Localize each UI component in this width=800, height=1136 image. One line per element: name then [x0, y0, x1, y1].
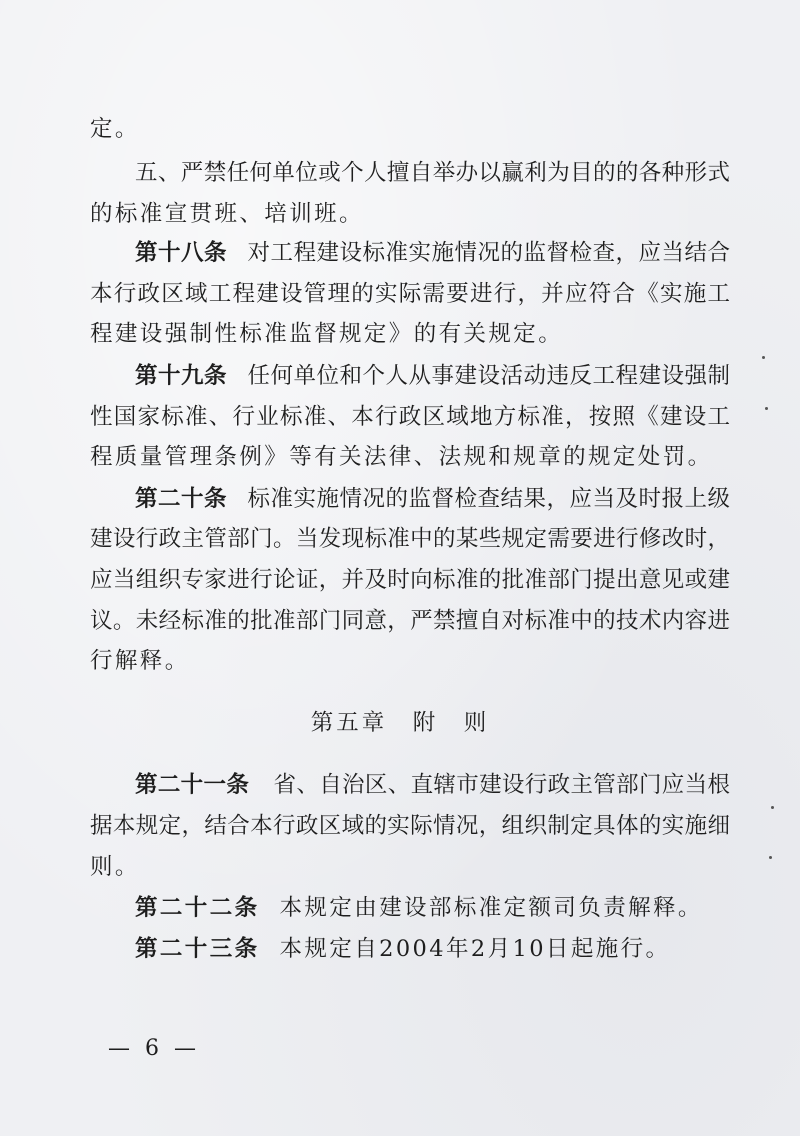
article-22-line	[135, 893, 730, 923]
body-text-line: 性国家标准、行业标准、本行政区域地方标准，按照《建设工	[90, 404, 730, 430]
item-five-line: 五、严禁任何单位或个人擅自举办以赢利为目的的各种形式	[135, 160, 730, 186]
scan-speck	[765, 407, 768, 410]
body-text-line: 则。	[90, 854, 140, 880]
body-text-line: 应当组织专家进行论证，并及时向标准的批准部门提出意见或建	[90, 567, 730, 593]
body-text-line: 行解释。	[90, 648, 190, 674]
article-23-line	[135, 934, 730, 964]
article-22-text: 本规定由建设部标准定额司负责解释。	[279, 895, 703, 921]
scan-speck	[769, 856, 772, 859]
body-text-line: 据本规定，结合本行政区域的实际情况，组织制定具体的实施细	[90, 813, 730, 839]
body-text-line: 定。	[90, 116, 140, 142]
body-text-line: 本行政区域工程建设管理的实际需要进行，并应符合《实施工	[90, 281, 730, 307]
body-text-line: 程质量管理条例》等有关法律、法规和规章的规定处罚。	[90, 444, 713, 470]
article-19-text: 任何单位和个人从事建设活动违反工程建设强制	[247, 363, 730, 389]
body-text-line: 建设行政主管部门。当发现标准中的某些规定需要进行修改时，	[90, 526, 730, 552]
article-18-heading: 第十八条	[135, 240, 227, 266]
scan-speck	[762, 356, 765, 359]
article-21-heading: 第二十一条	[135, 772, 250, 798]
chapter-heading: 第五章 附 则	[310, 710, 490, 736]
article-20-heading: 第二十条	[135, 486, 227, 512]
body-text-line: 的标准宣贯班、培训班。	[90, 201, 364, 227]
article-20-text: 标准实施情况的监督检查结果，应当及时报上级	[247, 486, 730, 512]
article-21-text: 省、自治区、直辖市建设行政主管部门应当根	[273, 772, 730, 798]
article-18-text: 对工程建设标准实施情况的监督检查，应当结合	[247, 240, 730, 266]
article-19-line	[135, 361, 730, 391]
article-23-text: 本规定自2004年2月10日起施行。	[279, 936, 671, 962]
article-19-heading: 第十九条	[135, 363, 227, 389]
body-text-line: 议。未经标准的批准部门同意，严禁擅自对标准中的技术内容进	[90, 608, 730, 634]
article-22-heading: 第二十二条	[135, 895, 260, 921]
page-number: — 6 —	[108, 1036, 200, 1061]
article-18-line	[135, 238, 730, 268]
article-23-heading: 第二十三条	[135, 936, 260, 962]
body-text-line: 程建设强制性标准监督规定》的有关规定。	[90, 321, 564, 347]
article-21-line	[135, 770, 730, 800]
article-20-line	[135, 484, 730, 514]
scan-speck	[771, 806, 774, 809]
